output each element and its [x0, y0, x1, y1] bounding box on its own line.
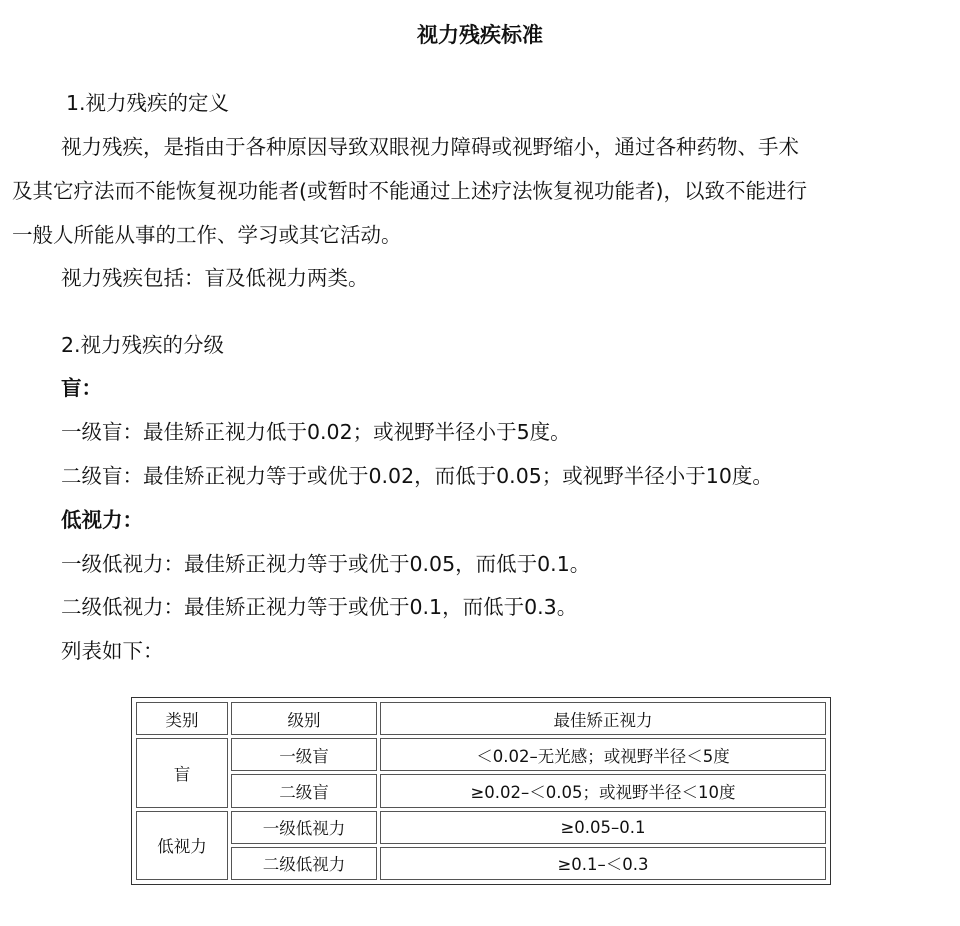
level-cell: 一级低视力: [231, 811, 377, 844]
definition-line-1: 视力残疾，是指由于各种原因导致双眼视力障碍或视野缩小，通过各种药物、手术: [61, 135, 799, 159]
section1-heading: 1.视力残疾的定义: [66, 91, 230, 115]
table-header-cell: 最佳矫正视力: [380, 702, 826, 735]
level-cell: 一级盲: [231, 738, 377, 771]
table-header-cell: 级别: [231, 702, 377, 735]
blind-label: 盲：: [61, 376, 102, 400]
level-cell: 二级盲: [231, 774, 377, 807]
acuity-cell: ≥0.02–＜0.05；或视野半径＜10度: [380, 774, 826, 807]
table-row: [136, 811, 826, 844]
table-row: [136, 774, 826, 807]
low-vision-label: 低视力：: [61, 508, 143, 532]
page-title: 视力残疾标准: [417, 23, 543, 47]
definition-line-2: 及其它疗法而不能恢复视功能者(或暂时不能通过上述疗法恢复视功能者)，以致不能进行: [12, 179, 807, 203]
definition-line-3: 一般人所能从事的工作、学习或其它活动。: [12, 223, 402, 247]
blind-grade-1: 一级盲：最佳矫正视力低于0.02；或视野半径小于5度。: [61, 420, 571, 444]
table-header-cell: 类别: [136, 702, 228, 735]
table-row: [136, 738, 826, 771]
table-row: [136, 847, 826, 880]
classification-table: [131, 697, 831, 885]
section2-heading: 2.视力残疾的分级: [61, 333, 225, 357]
low-vision-grade-1: 一级低视力：最佳矫正视力等于或优于0.05，而低于0.1。: [61, 552, 591, 576]
list-intro: 列表如下：: [61, 639, 164, 663]
category-cell: 盲: [136, 738, 228, 807]
blind-grade-2: 二级盲：最佳矫正视力等于或优于0.02，而低于0.05；或视野半径小于10度。: [61, 464, 773, 488]
level-cell: 二级低视力: [231, 847, 377, 880]
acuity-cell: ≥0.1–＜0.3: [380, 847, 826, 880]
definition-includes: 视力残疾包括：盲及低视力两类。: [61, 266, 369, 290]
table-header-row: [136, 702, 826, 735]
acuity-cell: ≥0.05–0.1: [380, 811, 826, 844]
acuity-cell: ＜0.02–无光感；或视野半径＜5度: [380, 738, 826, 771]
category-cell: 低视力: [136, 811, 228, 880]
low-vision-grade-2: 二级低视力：最佳矫正视力等于或优于0.1，而低于0.3。: [61, 595, 578, 619]
